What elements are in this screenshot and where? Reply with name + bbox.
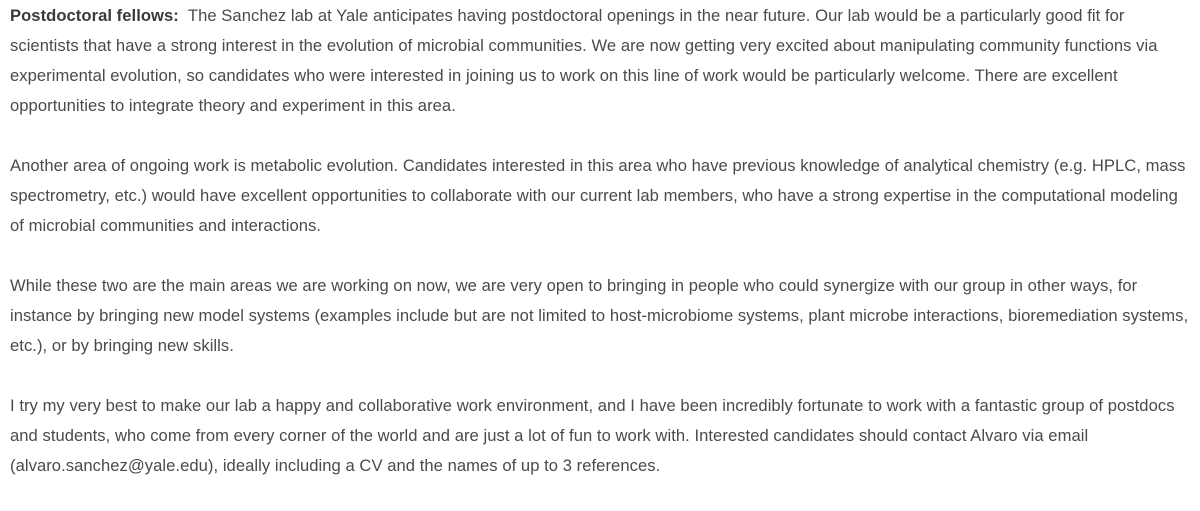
paragraph-metabolic-evolution — [10, 151, 1194, 241]
paragraph-text: Another area of ongoing work is metabolic evolution. Candidates interested in this area who have previous knowledge of analytical chemistry (e.g. HPLC, mass spectrometry, etc.) would have excellent opportunities to collaborate with our current lab members, who have a strong expertise in the computational modeling of microbial communities and interactions. — [10, 156, 1186, 235]
paragraph-lab-environment-contact — [10, 391, 1194, 481]
postdoc-fellows-heading: Postdoctoral fellows: — [10, 6, 179, 25]
paragraph-text: I try my very best to make our lab a happy and collaborative work environment, and I have been incredibly fortunate to work with a fantastic group of postdocs and students, who come from every corner of the world and are just a lot of fun to work with. Interested candidates should contact Alvaro via email (alvaro.sanchez@yale.edu), ideally including a CV and the names of up to 3 references. — [10, 396, 1175, 475]
paragraph-text: While these two are the main areas we are working on now, we are very open to bringing in people who could synergize with our group in other ways, for instance by bringing new model systems (examples include but are not limited to host-microbiome systems, plant microbe interactions, bioremediation systems, etc.), or by bringing new skills. — [10, 276, 1189, 355]
paragraph-text: The Sanchez lab at Yale anticipates having postdoctoral openings in the near future. Our lab would be a particularly good fit for scientists that have a strong interest in the evolution of microbial communities. We are now getting very excited about manipulating community functions via experimental evolution, so candidates who were interested in joining us to work on this line of work would be particularly welcome. There are excellent opportunities to integrate theory and experiment in this area. — [10, 6, 1158, 115]
postdoc-announcement — [10, 1, 1194, 511]
paragraph-postdoc-fellows — [10, 1, 1194, 121]
paragraph-other-areas — [10, 271, 1194, 361]
